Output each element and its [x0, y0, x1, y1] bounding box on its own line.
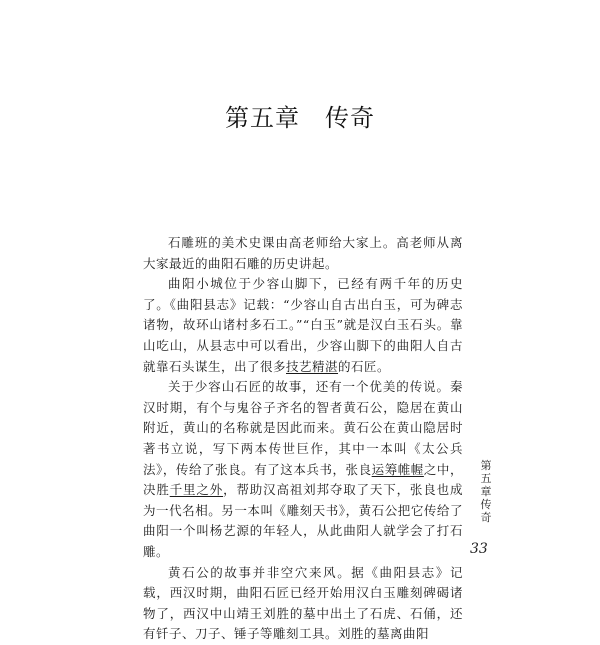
running-head: 第五章 传奇 [480, 459, 503, 524]
text-segment: 关于少容山石匠的故事，还有一个优美的传说。秦汉时期，有个与鬼谷子齐名的智者黄石公，隐居在黄山附近，黄山的名称就是因此而来。黄石公在黄山隐居时著书立说，写下两本传世巨作，其中一本叫《太公兵法》，传给了张良。有了这本兵书，张良 [143, 379, 463, 477]
text-segment: 的石匠。 [338, 358, 391, 374]
paragraph [143, 274, 463, 377]
text-segment: ，帮助汉高祖刘邦夺取了天下，张良也成为一代名相。另一本叫《雕刻天书》，黄石公把它传给了曲阳一个叫杨艺源的年轻人，从此曲阳人就学会了打石雕。 [143, 482, 463, 559]
body-text [143, 233, 463, 645]
paragraph [143, 233, 463, 274]
underlined-phrase: 千里之外 [169, 482, 224, 498]
page-number: 33 [470, 541, 488, 557]
chapter-title: 第五章 传奇 [225, 104, 375, 132]
text-segment: 曲阳小城位于少容山脚下，已经有两千年的历史了。《曲阳县志》记载：“少容山自古出白玉，可为碑志诸物，故环山诸村多石工。”“白玉”就是汉白玉石头。靠山吃山，从县志中可以看出，少容山脚下的曲阳人自古就靠石头谋生，出了很多 [143, 276, 463, 374]
text-segment: 黄石公的故事并非空穴来风。据《曲阳县志》记载，西汉时期，曲阳石匠已经开始用汉白玉雕刻碑碣诸物了，西汉中山靖王刘胜的墓中出土了石虎、石俑，还有钎子、刀子、锤子等雕刻工具。刘胜的墓离曲阳 [143, 564, 463, 642]
paragraph [143, 377, 463, 562]
text-segment: 石雕班的美术史课由高老师给大家上。高老师从离大家最近的曲阳石雕的历史讲起。 [143, 235, 463, 271]
text-segment: 之中，决胜 [143, 461, 463, 498]
underlined-phrase: 运筹帷幄 [371, 461, 424, 477]
paragraph [143, 563, 463, 645]
underlined-phrase: 技艺精湛 [286, 358, 339, 374]
